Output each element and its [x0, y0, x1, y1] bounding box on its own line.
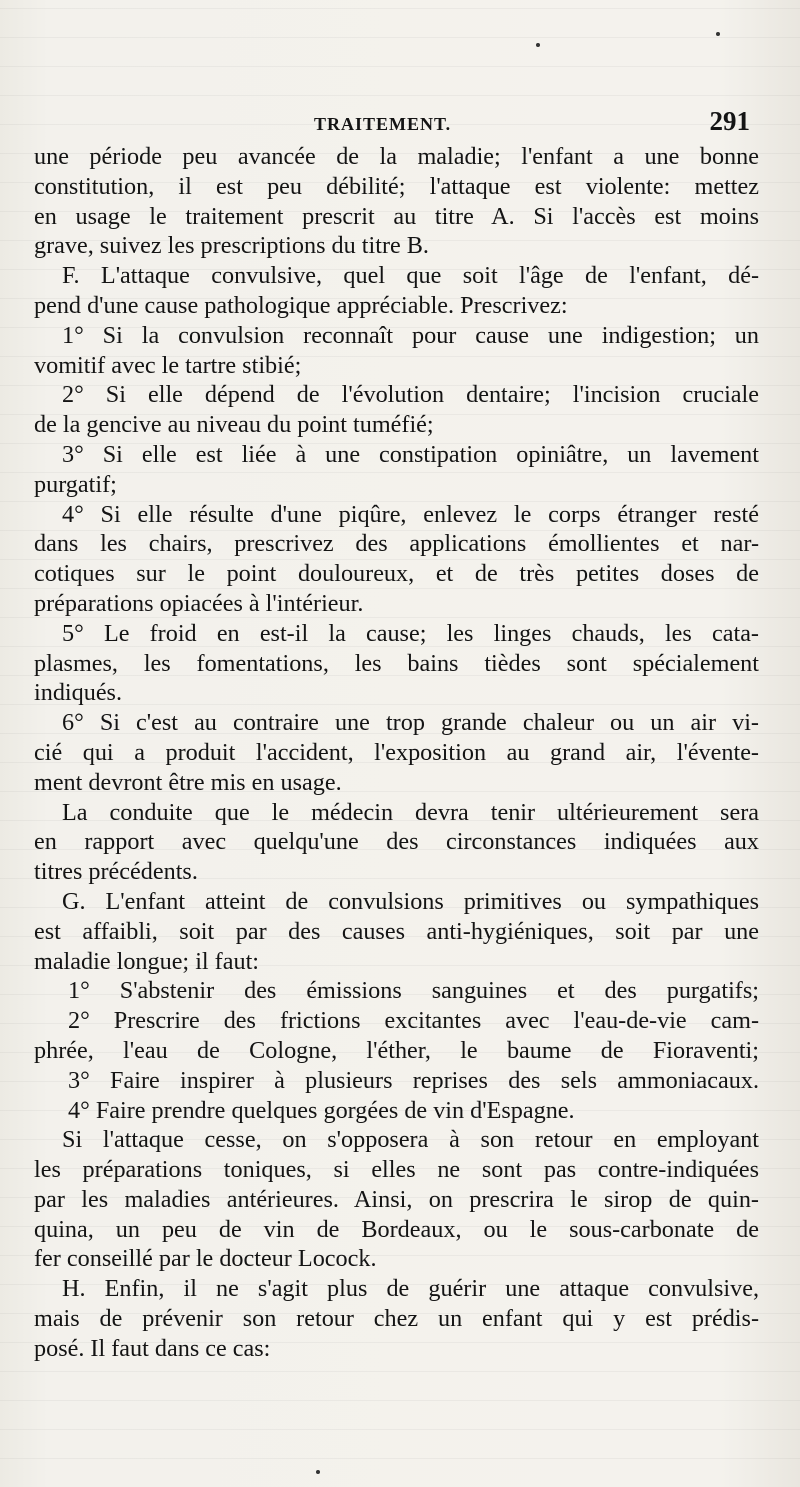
text-line: posé. Il faut dans ce cas: [34, 1334, 271, 1362]
text-line: 6° Si c'est au contraire une trop grande chaleur ou un air vi- [62, 709, 759, 737]
text-line: une période peu avancée de la maladie; l'enfant a une bonne [34, 143, 759, 170]
running-head [38, 106, 750, 140]
text-line: F. L'attaque convulsive, quel que soit l'âge de l'enfant, dé- [62, 262, 759, 290]
text-line: cié qui a produit l'accident, l'exposition au grand air, l'évente- [34, 738, 759, 766]
text-line: en rapport avec quelqu'une des circonstances indiquées aux [34, 828, 759, 856]
text-line: G. L'enfant atteint de convulsions primitives ou sympathiques [62, 887, 759, 915]
text-line: préparations opiacées à l'intérieur. [34, 589, 364, 617]
text-line: indiqués. [34, 679, 123, 707]
text-line: maladie longue; il faut: [34, 947, 260, 975]
text-line: fer conseillé par le docteur Locock. [34, 1245, 377, 1273]
body-text [34, 142, 759, 1364]
text-line: purgatif; [34, 470, 117, 498]
text-line: cotiques sur le point douloureux, et de très petites doses de [34, 560, 759, 588]
text-line: ment devront être mis en usage. [34, 768, 342, 796]
text-line: les préparations toniques, si elles ne sont pas contre-indiquées [34, 1156, 759, 1184]
running-head-title: TRAITEMENT. [314, 114, 452, 134]
text-line: grave, suivez les prescriptions du titre B. [34, 232, 429, 260]
text-line: en usage le traitement prescrit au titre A. Si l'accès est moins [34, 202, 759, 230]
text-line: 5° Le froid en est-il la cause; les linges chauds, les cata- [62, 619, 759, 647]
ink-speck [716, 32, 720, 36]
text-line: quina, un peu de vin de Bordeaux, ou le sous-carbonate de [34, 1215, 759, 1243]
text-line: La conduite que le médecin devra tenir ultérieurement sera [62, 798, 759, 826]
ink-speck [316, 1470, 320, 1474]
text-line: 4° Faire prendre quelques gorgées de vin d'Espagne. [68, 1096, 575, 1124]
text-line: H. Enfin, il ne s'agit plus de guérir une attaque convulsive, [62, 1275, 759, 1303]
text-line: Si l'attaque cesse, on s'opposera à son retour en employant [62, 1126, 759, 1154]
page-number: 291 [709, 106, 750, 136]
text-line: dans les chairs, prescrivez des applications émollientes et nar- [34, 530, 759, 558]
text-line: 1° Si la convulsion reconnaît pour cause une indigestion; un [62, 321, 759, 349]
text-line: est affaibli, soit par des causes anti-hygiéniques, soit par une [34, 917, 759, 945]
text-line: 4° Si elle résulte d'une piqûre, enlevez le corps étranger resté [62, 500, 759, 528]
ink-speck [536, 43, 540, 47]
text-line: 3° Faire inspirer à plusieurs reprises des sels ammoniacaux. [68, 1066, 759, 1094]
text-line: 1° S'abstenir des émissions sanguines et des purgatifs; [68, 977, 759, 1005]
text-line: par les maladies antérieures. Ainsi, on prescrira le sirop de quin- [34, 1185, 759, 1213]
text-line: pend d'une cause pathologique appréciable. Prescrivez: [34, 291, 568, 319]
text-line: vomitif avec le tartre stibié; [34, 351, 302, 379]
text-line: 2° Prescrire des frictions excitantes avec l'eau-de-vie cam- [68, 1007, 759, 1035]
text-line: constitution, il est peu débilité; l'attaque est violente: mettez [34, 172, 759, 200]
text-line: 2° Si elle dépend de l'évolution dentaire; l'incision cruciale [62, 381, 759, 409]
text-line: plasmes, les fomentations, les bains tièdes sont spécialement [34, 649, 759, 677]
text-line: de la gencive au niveau du point tuméfié; [34, 411, 434, 439]
text-line: mais de prévenir son retour chez un enfant qui y est prédis- [34, 1305, 759, 1333]
text-line: titres précédents. [34, 858, 198, 886]
text-line: 3° Si elle est liée à une constipation opiniâtre, un lavement [62, 440, 759, 468]
text-line: phrée, l'eau de Cologne, l'éther, le baume de Fioraventi; [34, 1036, 759, 1064]
